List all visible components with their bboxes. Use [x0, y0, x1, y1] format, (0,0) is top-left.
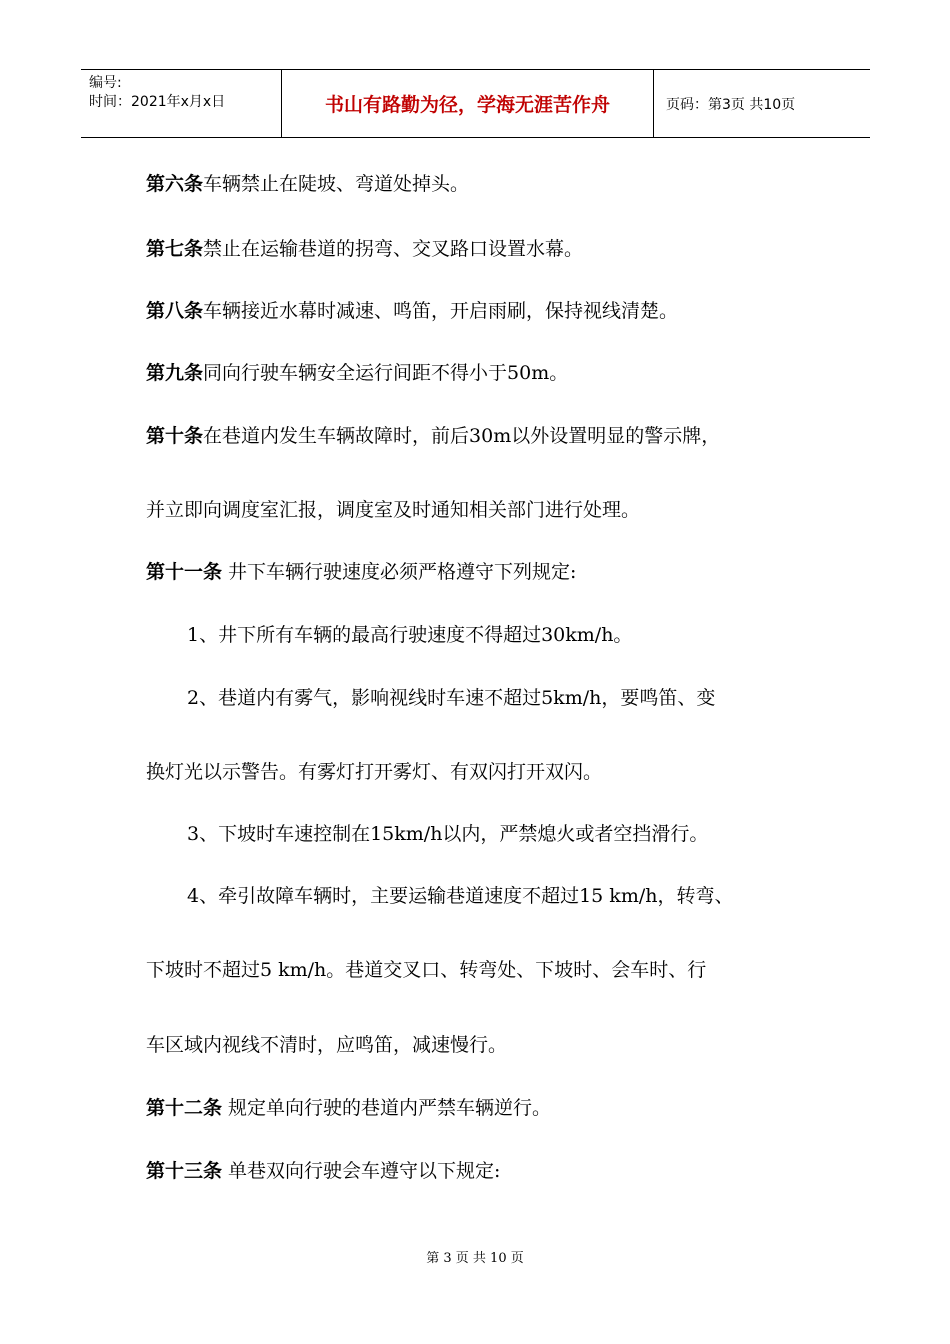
list-item-2-continuation — [146, 759, 602, 785]
article-10-continuation — [146, 497, 640, 523]
article-title: 第七条 — [146, 238, 204, 260]
list-item-text: 1、井下所有车辆的最高行驶速度不得超过30km/h。 — [187, 624, 633, 646]
article-text: 车辆接近水幕时减速、鸣笛，开启雨刷，保持视线清楚。 — [203, 300, 679, 322]
article-text: 并立即向调度室汇报，调度室及时通知相关部门进行处理。 — [146, 499, 641, 521]
article-title: 第九条 — [146, 362, 204, 384]
list-item-text: 4、牵引故障车辆时，主要运输巷道速度不超过15 km/h，转弯、 — [187, 885, 734, 907]
list-item-4 — [187, 883, 733, 909]
article-title: 第十二条 — [146, 1097, 223, 1119]
article-text: 车辆禁止在陡坡、弯道处掉头。 — [203, 173, 470, 195]
article-11 — [146, 559, 576, 585]
article-text: 禁止在运输巷道的拐弯、交叉路口设置水幕。 — [203, 238, 584, 260]
article-title: 第十条 — [146, 425, 204, 447]
header-meta-cell — [81, 70, 282, 137]
article-12 — [146, 1095, 551, 1121]
header-motto: 书山有路勤为径，学海无涯苦作舟 — [282, 70, 654, 137]
article-9 — [146, 360, 568, 386]
list-item-4-continuation-2 — [146, 1032, 507, 1058]
article-title: 第八条 — [146, 300, 204, 322]
list-item-text: 下坡时不超过5 km/h。巷道交叉口、转弯处、下坡时、会车时、行 — [146, 959, 707, 981]
list-item-4-continuation-1 — [146, 957, 706, 983]
header-page-number: 页码：第3页 共10页 — [666, 96, 796, 113]
article-6 — [146, 171, 469, 197]
document-number-label: 编号: — [89, 75, 122, 91]
article-title: 第十一条 — [146, 561, 223, 583]
article-title: 第十三条 — [146, 1160, 223, 1182]
article-13 — [146, 1158, 500, 1184]
article-title: 第六条 — [146, 173, 204, 195]
list-item-text: 2、巷道内有雾气，影响视线时车速不超过5km/h，要鸣笛、变 — [187, 687, 716, 709]
list-item-3 — [187, 821, 708, 847]
list-item-1 — [187, 622, 632, 648]
list-item-text: 换灯光以示警告。有雾灯打开雾灯、有双闪打开双闪。 — [146, 761, 603, 783]
header-page-cell — [654, 70, 870, 137]
article-text: 井下车辆行驶速度必须严格遵守下列规定: — [222, 561, 577, 583]
document-date-label: 时间：2021年x月x日 — [89, 94, 226, 110]
article-text: 在巷道内发生车辆故障时，前后30m以外设置明显的警示牌， — [203, 425, 721, 447]
article-text: 单巷双向行驶会车遵守以下规定: — [222, 1160, 501, 1182]
article-text: 规定单向行驶的巷道内严禁车辆逆行。 — [222, 1097, 552, 1119]
article-7 — [146, 236, 583, 262]
page-header — [81, 69, 870, 138]
list-item-text: 3、下坡时车速控制在15km/h以内，严禁熄火或者空挡滑行。 — [187, 823, 709, 845]
article-10 — [146, 423, 720, 449]
article-8 — [146, 298, 678, 324]
list-item-text: 车区域内视线不清时，应鸣笛，减速慢行。 — [146, 1034, 508, 1056]
list-item-2 — [187, 685, 715, 711]
article-text: 同向行驶车辆安全运行间距不得小于50m。 — [203, 362, 569, 384]
page-footer: 第 3 页 共 10 页 — [426, 1251, 524, 1266]
